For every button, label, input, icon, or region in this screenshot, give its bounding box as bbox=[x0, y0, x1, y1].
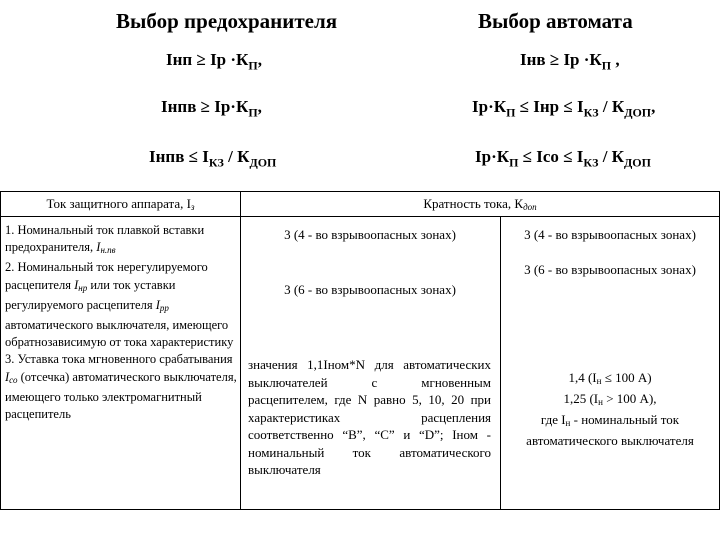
fuse-formula-3: Iнпв ≤ $I_{КЗ} / К_{ДОП}$ bbox=[149, 147, 277, 170]
item-instant-trip-setting: 3. Уставка тока мгновенного срабатывания $I_{со}$ (отсечка) автоматического выключателя, имеющего только электромагнитный расцепитель bbox=[5, 352, 237, 422]
breaker-multiplicity-r3: 1,4 ($I_н \le 100$ А) 1,25 ($I_н > 100$ А), где $I_н$ - номинальный ток автоматического выключателя bbox=[526, 370, 694, 448]
fuse-selection-heading: Выбор предохранителя bbox=[116, 9, 338, 33]
breaker-formula-2: $Iр\cdot К_П$ ≤ Iнр ≤ $I_{КЗ} / К_{ДОП}$, bbox=[472, 97, 656, 120]
fuse-formula-2: Iнпв ≥ $Iр\cdot К_П$, bbox=[161, 97, 262, 120]
breaker-formula-3: $Iр\cdot К_П$ ≤ Iсо ≤ $I_{КЗ} / К_{ДОП}$ bbox=[475, 147, 651, 170]
release-multiplicity-r2: 3 (6 - во взрывоопасных зонах) bbox=[284, 282, 456, 297]
item-release-rated-current: 2. Номинальный ток нерегулируемого расцепителя $I_{нр}$ или ток уставки регулируемого расцепителя $I_{рр}$ автоматического выключателя, имеющего обратнозависимую от тока характеристику bbox=[5, 260, 234, 350]
fuse-multiplicity-r1: 3 (4 - во взрывоопасных зонах) bbox=[284, 227, 456, 242]
table-left-border bbox=[0, 191, 1, 510]
col-header-protective-device-current: Ток защитного аппарата, $I_з$ bbox=[46, 196, 195, 212]
item-fuse-rated-current: 1. Номинальный ток плавкой вставки предохранителя, $I_{н.пв}$ bbox=[5, 223, 205, 256]
fuse-formula-1: Iнп ≥ Iр $\cdot К_П$, bbox=[166, 50, 262, 73]
breaker-selection-heading: Выбор автомата bbox=[478, 9, 633, 33]
table-header-divider bbox=[0, 216, 720, 217]
table-col1-divider bbox=[240, 191, 241, 510]
breaker-formula-1: Iнв ≥ Iр $\cdot К_П$ , bbox=[520, 50, 620, 73]
breaker-multiplicity-r1: 3 (4 - во взрывоопасных зонах) bbox=[524, 227, 696, 242]
table-col2-divider bbox=[500, 216, 501, 510]
device-current-list bbox=[5, 222, 237, 423]
breaker-multiplicity-r2: 3 (6 - во взрывоопасных зонах) bbox=[524, 262, 696, 277]
col-header-current-multiplicity: Кратность тока, $К_{доп}$ bbox=[423, 196, 537, 212]
current-multiplicity-table bbox=[0, 191, 720, 511]
table-bottom-border bbox=[0, 509, 720, 510]
instant-trip-multiplicity-r3: значения 1,1Iном*N для автоматических выключателей с мгновенным расцепителем, где N равно 5, 10, 20 при характеристиках расцепления соответственно “B”, “C” и “D”; Iном - номинальный ток автоматического выключателя bbox=[248, 357, 491, 477]
table-top-border bbox=[0, 191, 720, 192]
